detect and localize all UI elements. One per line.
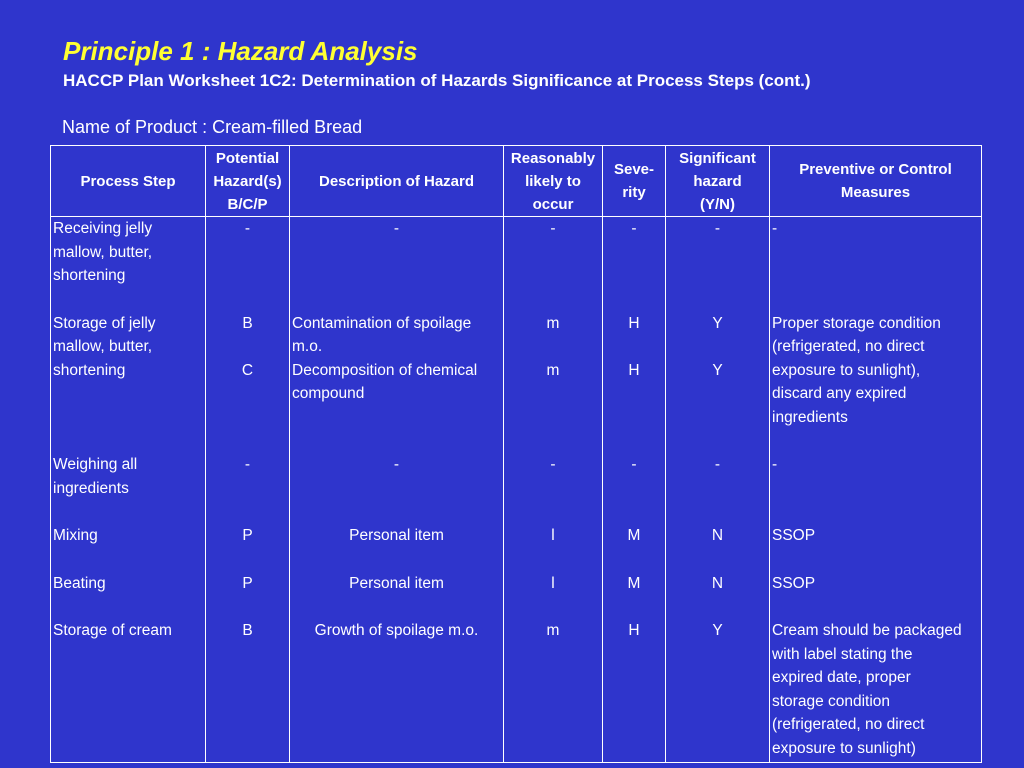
header-line: Preventive or Control xyxy=(799,161,952,178)
cell-line: Mixing xyxy=(53,527,98,544)
cell-potential-hazard xyxy=(206,453,290,524)
cell-line: - xyxy=(714,456,721,473)
table-header-row xyxy=(51,146,982,217)
worksheet-subtitle: HACCP Plan Worksheet 1C2: Determination of Hazards Significance at Process Steps (cont.) xyxy=(63,71,811,90)
cell-description xyxy=(290,524,504,572)
cell-potential-hazard xyxy=(206,524,290,572)
cell-line: Contamination of spoilage xyxy=(292,314,472,332)
cell-line: Y xyxy=(712,361,723,379)
cell-line: H xyxy=(628,361,640,379)
cell-line xyxy=(208,335,287,359)
cell-line: - xyxy=(631,456,637,473)
cell-line: - xyxy=(244,456,251,473)
cell-likely xyxy=(504,453,603,524)
cell-line: - xyxy=(772,220,778,237)
header-significant xyxy=(666,146,770,217)
cell-line: - xyxy=(393,456,400,473)
cell-line: shortening xyxy=(53,267,126,284)
cell-severity xyxy=(603,312,666,454)
cell-line: Proper storage condition xyxy=(772,314,941,332)
header-line: Potential xyxy=(215,149,280,167)
cell-line: m xyxy=(546,314,560,332)
table-row xyxy=(51,217,982,312)
cell-line: Y xyxy=(712,314,723,332)
cell-line: ingredients xyxy=(772,408,848,426)
cell-likely xyxy=(504,619,603,763)
cell-line: discard any expired xyxy=(772,385,907,402)
cell-process-step xyxy=(51,312,206,454)
page-title: Principle 1 : Hazard Analysis xyxy=(63,36,418,66)
cell-potential-hazard xyxy=(206,619,290,763)
header-likely xyxy=(504,146,603,217)
table-row xyxy=(51,312,982,454)
cell-severity xyxy=(603,453,666,524)
cell-line: M xyxy=(627,574,641,592)
table-row xyxy=(51,572,982,620)
cell-line: Growth of spoilage m.o. xyxy=(314,622,479,639)
cell-line: B xyxy=(242,622,253,639)
cell-significant xyxy=(666,524,770,572)
table-row xyxy=(51,619,982,763)
cell-significant xyxy=(666,217,770,312)
table-body xyxy=(51,217,982,763)
cell-line: ingredients xyxy=(53,479,129,497)
cell-line: Storage of jelly xyxy=(53,314,156,332)
cell-line xyxy=(668,335,767,359)
cell-line: Decomposition of chemical xyxy=(292,361,478,379)
header-line: likely to xyxy=(525,172,581,190)
cell-likely xyxy=(504,572,603,620)
cell-process-step xyxy=(51,572,206,620)
header-description: Description of Hazard xyxy=(290,146,504,217)
header-potential-hazard xyxy=(206,146,290,217)
cell-line: l xyxy=(551,574,555,592)
cell-line: P xyxy=(242,527,253,544)
cell-line: Storage of cream xyxy=(53,622,172,639)
cell-line: - xyxy=(550,220,556,237)
cell-line: H xyxy=(628,622,640,639)
cell-description xyxy=(290,572,504,620)
cell-measures xyxy=(770,453,982,524)
cell-line: - xyxy=(631,220,637,237)
cell-line: Personal item xyxy=(349,527,444,544)
header-line: Reasonably xyxy=(510,149,596,167)
cell-line: l xyxy=(551,527,555,544)
header-line: Significant xyxy=(679,149,756,167)
cell-line: m.o. xyxy=(292,338,323,355)
cell-line: - xyxy=(244,220,251,237)
cell-measures xyxy=(770,619,982,763)
cell-line: exposure to sunlight) xyxy=(772,739,916,757)
cell-line: (refrigerated, no direct xyxy=(772,716,925,733)
cell-line: - xyxy=(714,220,721,237)
cell-line: Cream should be packaged xyxy=(772,622,962,639)
cell-line: Beating xyxy=(53,574,106,592)
cell-severity xyxy=(603,572,666,620)
cell-line: with label stating the xyxy=(772,645,913,663)
cell-line: SSOP xyxy=(772,527,816,544)
header-line: B/C/P xyxy=(227,195,268,213)
header-process-step: Process Step xyxy=(51,146,206,217)
cell-process-step xyxy=(51,217,206,312)
header-line: occur xyxy=(532,195,574,213)
cell-line: H xyxy=(628,314,640,332)
cell-line: C xyxy=(241,361,254,379)
table-row xyxy=(51,453,982,524)
cell-measures xyxy=(770,572,982,620)
cell-severity xyxy=(603,524,666,572)
header-line: Hazard(s) xyxy=(213,172,282,190)
cell-potential-hazard xyxy=(206,572,290,620)
cell-line: SSOP xyxy=(772,574,816,592)
header-line: (Y/N) xyxy=(700,195,735,213)
cell-line: P xyxy=(242,574,253,592)
cell-measures xyxy=(770,312,982,454)
cell-process-step xyxy=(51,453,206,524)
cell-line: N xyxy=(711,527,724,544)
cell-line: compound xyxy=(292,385,365,402)
cell-line: N xyxy=(711,574,724,592)
cell-line: expired date, proper xyxy=(772,669,911,686)
cell-line: Weighing all xyxy=(53,456,138,473)
header-line: hazard xyxy=(693,172,742,190)
cell-likely xyxy=(504,217,603,312)
cell-process-step xyxy=(51,524,206,572)
cell-line: M xyxy=(627,527,641,544)
product-name: Name of Product : Cream-filled Bread xyxy=(62,117,363,137)
cell-line: Receiving jelly xyxy=(53,220,153,237)
cell-line: - xyxy=(550,456,556,473)
cell-significant xyxy=(666,619,770,763)
cell-potential-hazard xyxy=(206,312,290,454)
cell-likely xyxy=(504,312,603,454)
header-measures xyxy=(770,146,982,217)
cell-line xyxy=(605,335,663,359)
cell-line: m xyxy=(546,361,560,379)
cell-line: m xyxy=(546,622,560,639)
cell-likely xyxy=(504,524,603,572)
cell-measures xyxy=(770,217,982,312)
cell-line: - xyxy=(772,456,778,473)
cell-description xyxy=(290,312,504,454)
hazard-analysis-table xyxy=(50,145,982,763)
cell-severity xyxy=(603,619,666,763)
cell-description xyxy=(290,453,504,524)
cell-description xyxy=(290,619,504,763)
cell-line: Y xyxy=(712,622,723,639)
cell-description xyxy=(290,217,504,312)
header-line: Measures xyxy=(840,184,911,201)
table-row xyxy=(51,524,982,572)
cell-line: Personal item xyxy=(349,574,444,592)
cell-line: mallow, butter, xyxy=(53,243,153,261)
cell-line: exposure to sunlight), xyxy=(772,361,921,379)
header-line: rity xyxy=(622,184,646,201)
cell-severity xyxy=(603,217,666,312)
cell-measures xyxy=(770,524,982,572)
cell-significant xyxy=(666,453,770,524)
cell-line: shortening xyxy=(53,361,126,379)
cell-line: - xyxy=(393,220,400,237)
cell-process-step xyxy=(51,619,206,763)
cell-line xyxy=(506,335,600,359)
cell-significant xyxy=(666,572,770,620)
header-severity xyxy=(603,146,666,217)
cell-line: storage condition xyxy=(772,692,891,710)
cell-significant xyxy=(666,312,770,454)
cell-line: (refrigerated, no direct xyxy=(772,338,925,355)
cell-line: B xyxy=(242,314,253,332)
cell-potential-hazard xyxy=(206,217,290,312)
cell-line: mallow, butter, xyxy=(53,338,153,355)
header-line: Seve- xyxy=(613,161,655,178)
